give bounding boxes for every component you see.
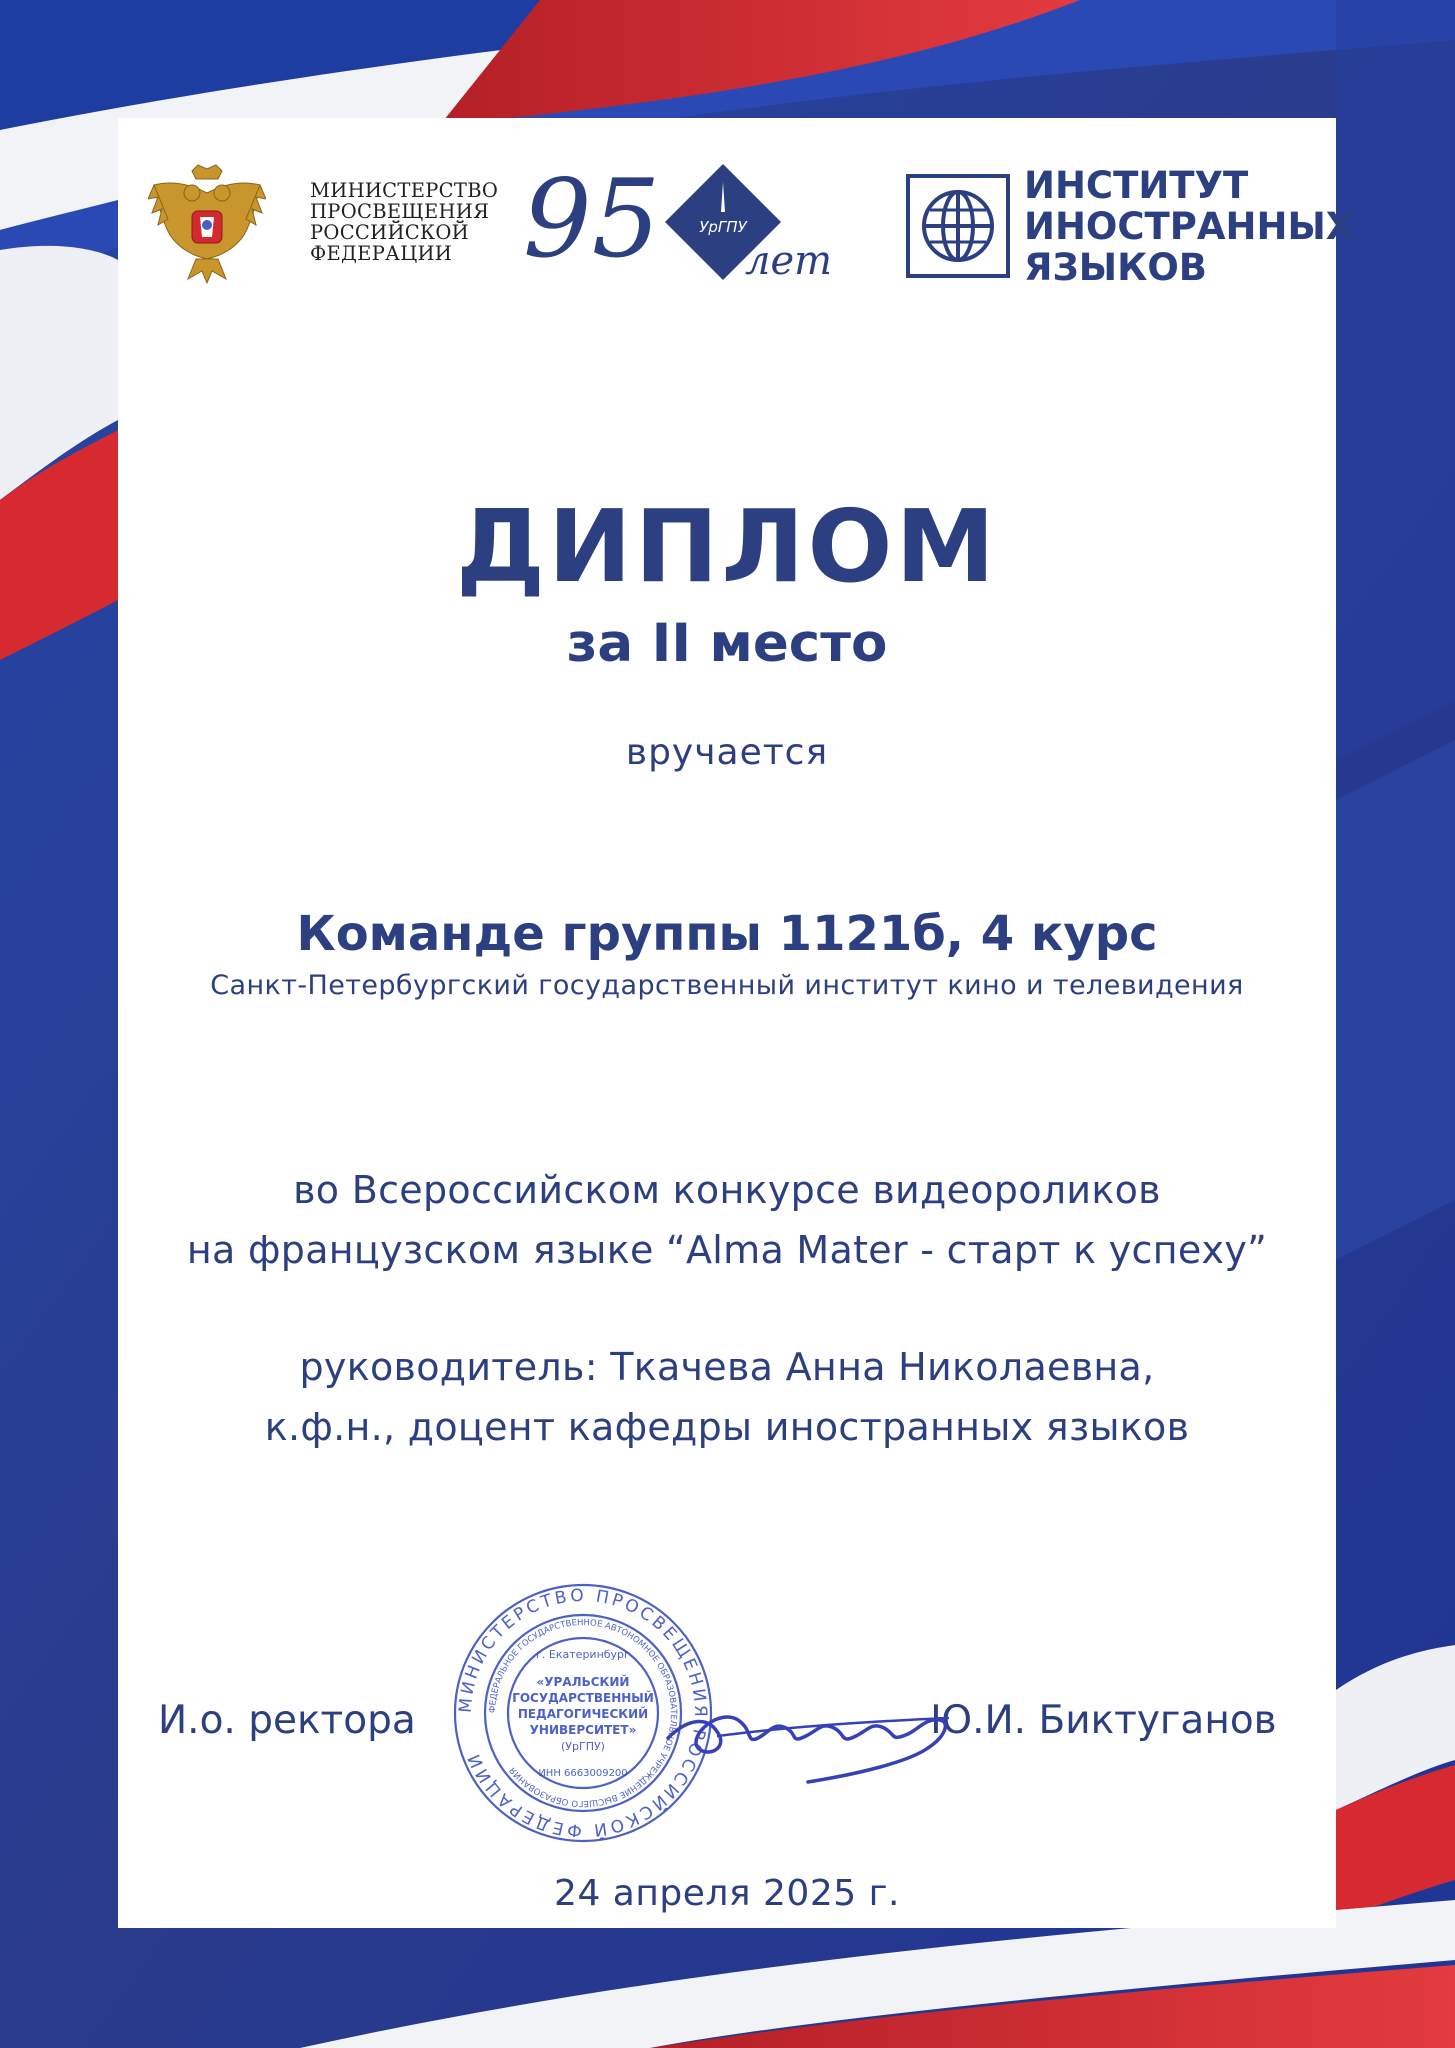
ministry-line: ФЕДЕРАЦИИ xyxy=(310,242,453,265)
anniversary-logo xyxy=(523,157,843,300)
handwritten-signature xyxy=(658,1678,958,1788)
ministry-line: ПРОСВЕЩЕНИЯ xyxy=(310,200,490,223)
stamp-center-line: «УРАЛЬСКИЙ xyxy=(536,1675,630,1689)
recipient-institution: Санкт-Петербургский государственный институт кино и телевидения xyxy=(210,970,1244,1001)
signatory-name: Ю.И. Биктуганов xyxy=(930,1698,1277,1743)
anniversary-word: лет xyxy=(745,238,833,284)
diploma-title: ДИПЛОМ xyxy=(455,488,999,605)
supervisor-line: руководитель: Ткачева Анна Николаевна, xyxy=(299,1345,1155,1389)
contest-line: во Всероссийском конкурсе видеороликов xyxy=(293,1168,1161,1212)
ministry-name xyxy=(310,180,498,264)
institute-line: ИНСТИТУТ xyxy=(1024,164,1249,207)
supervisor-line: к.ф.н., доцент кафедры иностранных языков xyxy=(264,1405,1190,1449)
institute-name xyxy=(1024,165,1354,288)
stamp-outer-text: МИНИСТЕРСТВО ПРОСВЕЩЕНИЯ РОССИЙСКОЙ ФЕДЕРАЦИИ xyxy=(455,1585,711,1841)
stamp-inner-ring-text: ФЕДЕРАЛЬНОЕ ГОСУДАРСТВЕННОЕ АВТОНОМНОЕ ОБРАЗОВАТЕЛЬНОЕ УЧРЕЖДЕНИЕ ВЫСШЕГО ОБРАЗОВАНИЯ xyxy=(487,1617,679,1809)
diploma-sheet xyxy=(118,118,1355,1928)
awarded-label: вручается xyxy=(625,732,829,773)
double-headed-eagle-icon xyxy=(148,163,266,288)
stamp-center-line: (УрГПУ) xyxy=(561,1740,605,1753)
ugpu-emblem-text: УрГПУ xyxy=(699,218,747,236)
stamp-center-line: ГОСУДАРСТВЕННЫЙ xyxy=(512,1691,654,1705)
stamp-center-line: ПЕДАГОГИЧЕСКИЙ xyxy=(517,1707,649,1721)
ministry-line: МИНИСТЕРСТВО xyxy=(310,179,499,202)
stamp-city: г. Екатеринбург xyxy=(536,1648,630,1661)
globe-icon xyxy=(906,174,1010,278)
signatory-position: И.о. ректора xyxy=(158,1698,416,1743)
institute-line: ЯЗЫКОВ xyxy=(1024,246,1208,289)
place-label: за II место xyxy=(566,613,888,674)
stamp-center-line: УНИВЕРСИТЕТ» xyxy=(529,1723,637,1737)
anniversary-number: 95 xyxy=(523,157,661,282)
issue-date: 24 апреля 2025 г. xyxy=(554,1873,900,1914)
institute-line: ИНОСТРАННЫХ xyxy=(1024,205,1355,248)
contest-line: на французском языке “Alma Mater - старт к успеху” xyxy=(186,1228,1268,1272)
stamp-inn: ИНН 6663009200 xyxy=(538,1768,628,1779)
recipient-name: Команде группы 1121б, 4 курс xyxy=(296,906,1158,962)
ministry-line: РОССИЙСКОЙ xyxy=(310,221,469,244)
